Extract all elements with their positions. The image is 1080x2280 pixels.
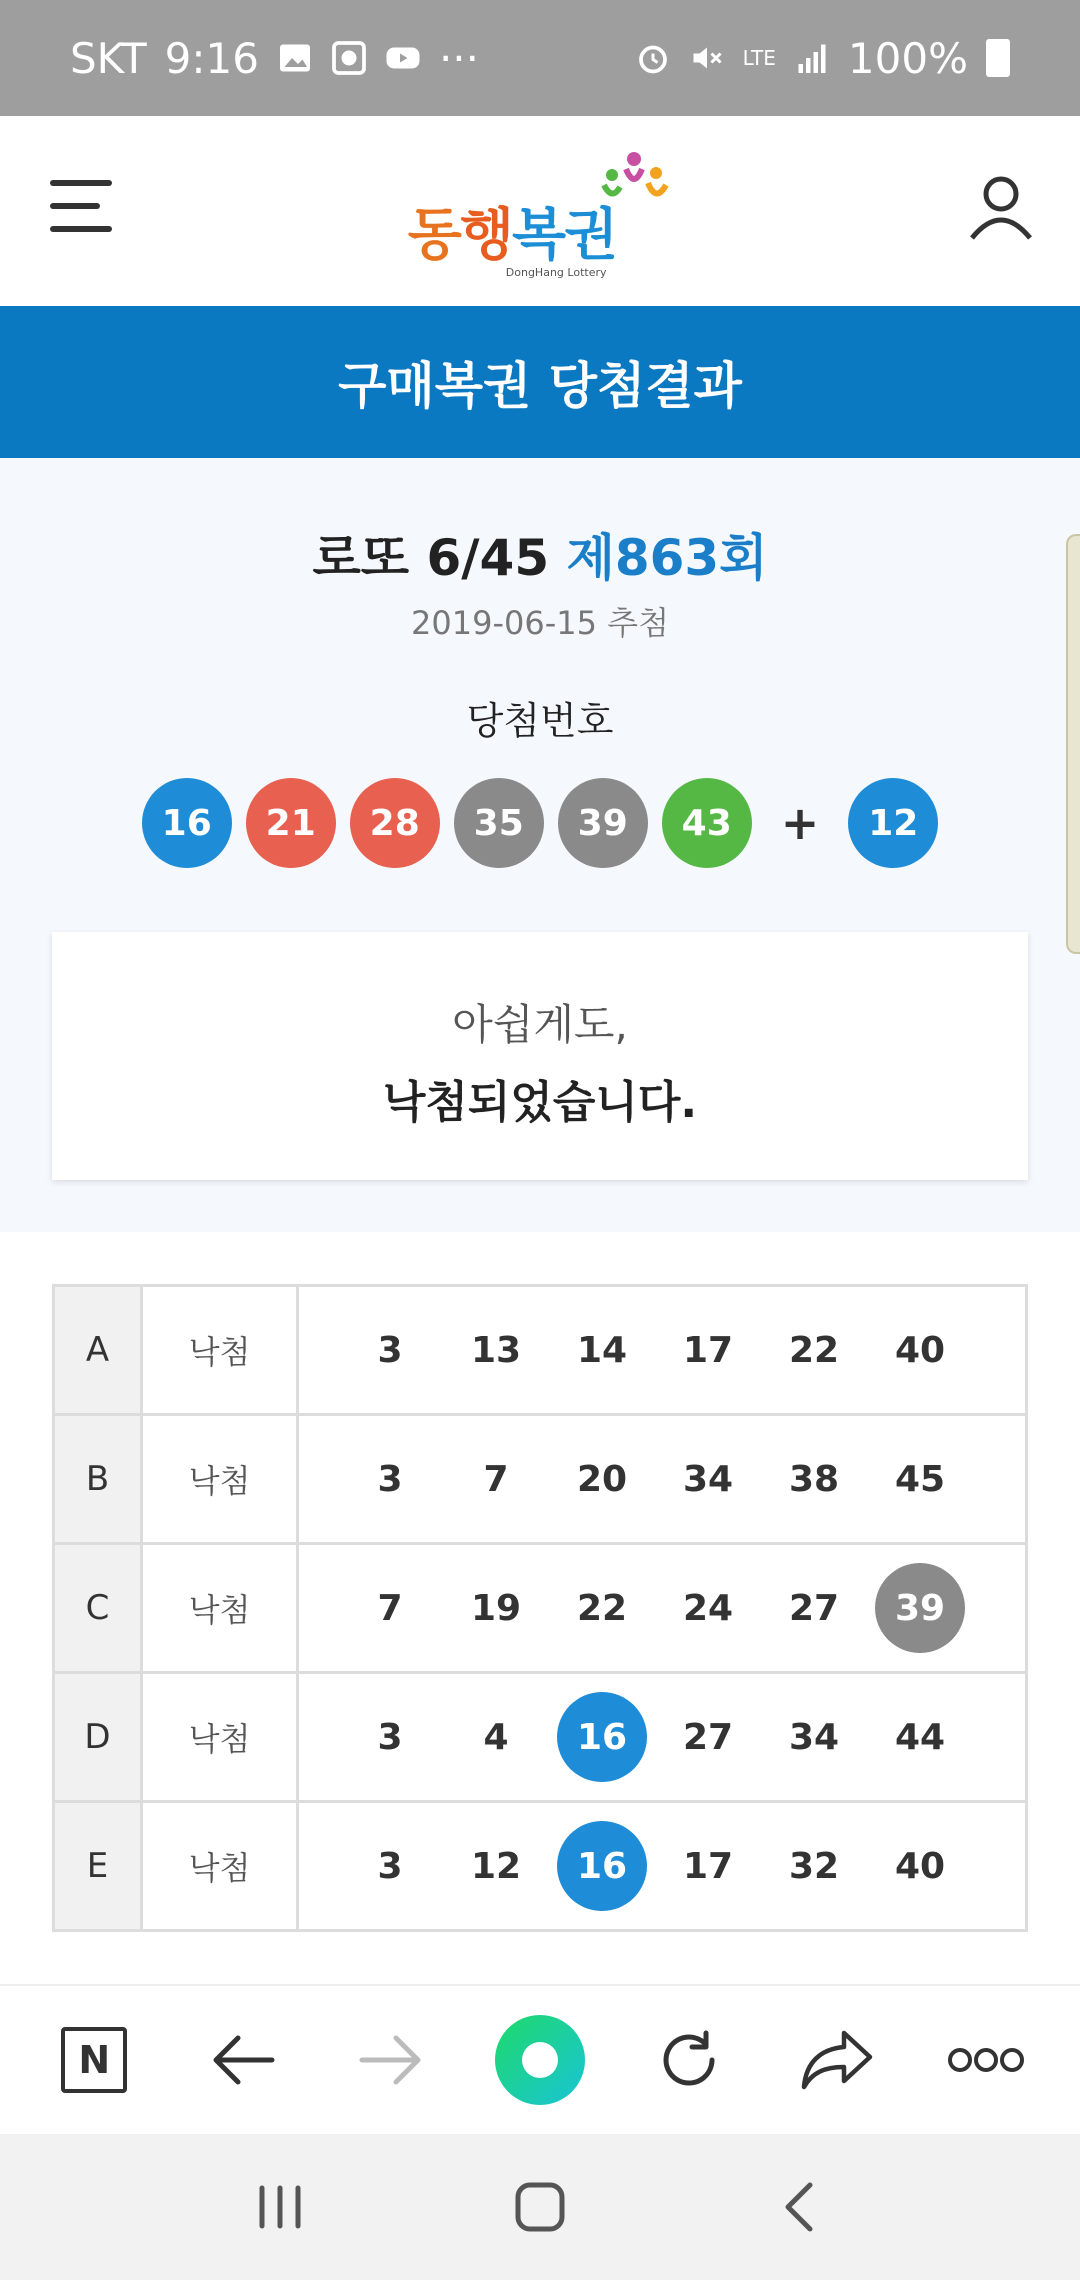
ticket-status: 낙첨 <box>142 1286 298 1415</box>
result-line1: 아쉽게도, <box>452 1000 628 1049</box>
game-title <box>0 518 1080 590</box>
ticket-letter: B <box>54 1415 142 1544</box>
clock: 9:16 <box>164 33 259 83</box>
ticket-number: 27 <box>788 1587 840 1629</box>
ticket-number: 45 <box>894 1458 946 1500</box>
matched-number <box>549 1692 655 1782</box>
green-dot-button[interactable] <box>490 2010 590 2110</box>
refresh-icon <box>654 2025 724 2095</box>
ticket-numbers <box>298 1286 1027 1415</box>
ticket-number: 27 <box>682 1716 734 1758</box>
ticket-number: 22 <box>788 1329 840 1371</box>
winning-numbers-label: 당첨번호 <box>466 699 614 743</box>
ticket-number: 24 <box>682 1587 734 1629</box>
page-title: 구매복권 당첨결과 <box>0 306 1080 458</box>
browser-toolbar <box>0 1984 1080 2134</box>
ticket-numbers <box>298 1802 1027 1931</box>
ticket-status: 낙첨 <box>142 1673 298 1802</box>
hamburger-menu-icon[interactable] <box>50 180 112 232</box>
ticket-number: 34 <box>788 1716 840 1758</box>
matched-number-ball: 16 <box>557 1821 647 1911</box>
network-type: LTE <box>742 46 776 70</box>
forward-button[interactable] <box>341 2010 441 2110</box>
home-icon[interactable] <box>510 2177 570 2237</box>
ticket-numbers <box>298 1673 1027 1802</box>
matched-number <box>549 1821 655 1911</box>
gallery-icon <box>277 40 313 76</box>
table-row <box>54 1802 1027 1931</box>
ticket-number: 32 <box>788 1845 840 1887</box>
ticket-number: 3 <box>377 1716 403 1758</box>
ticket-status: 낙첨 <box>142 1544 298 1673</box>
bonus-ball: 12 <box>848 778 938 868</box>
result-line2: 낙첨되었습니다. <box>382 1077 698 1128</box>
ticket-number: 19 <box>470 1587 522 1629</box>
table-row <box>54 1544 1027 1673</box>
table-row <box>54 1415 1027 1544</box>
back-button[interactable] <box>193 2010 293 2110</box>
ticket-letter: D <box>54 1673 142 1802</box>
naver-n-icon: N <box>61 2027 127 2093</box>
arrow-right-icon <box>356 2030 426 2090</box>
battery-icon <box>986 39 1010 77</box>
ticket-status: 낙첨 <box>142 1415 298 1544</box>
ticket-status: 낙첨 <box>142 1802 298 1931</box>
naver-home-button[interactable] <box>44 2010 144 2110</box>
ticket-letter: C <box>54 1544 142 1673</box>
table-row <box>54 1286 1027 1415</box>
winning-ball: 35 <box>454 778 544 868</box>
ticket-number: 22 <box>576 1587 628 1629</box>
winning-ball: 43 <box>662 778 752 868</box>
record-icon <box>331 40 367 76</box>
ticket-number: 14 <box>576 1329 628 1371</box>
ticket-number: 38 <box>788 1458 840 1500</box>
carrier: SKT <box>70 33 147 83</box>
ticket-number: 40 <box>894 1329 946 1371</box>
ticket-number: 40 <box>894 1845 946 1887</box>
ticket-number: 7 <box>483 1458 509 1500</box>
user-account-icon[interactable] <box>966 172 1036 242</box>
ticket-results-table <box>52 1284 1028 1932</box>
more-dots-icon <box>946 2045 1026 2075</box>
winning-ball: 16 <box>142 778 232 868</box>
signal-icon <box>794 40 830 76</box>
ticket-letter: E <box>54 1802 142 1931</box>
logo-figures-icon <box>596 151 672 231</box>
ticket-number: 7 <box>377 1587 403 1629</box>
green-dot-icon <box>495 2015 585 2105</box>
arrow-left-icon <box>208 2030 278 2090</box>
ticket-number: 13 <box>470 1329 522 1371</box>
ticket-number: 3 <box>377 1458 403 1500</box>
alarm-icon <box>635 40 671 76</box>
draw-result-section <box>0 458 1080 1232</box>
mute-icon <box>689 40 725 76</box>
ticket-number: 17 <box>682 1845 734 1887</box>
ticket-number: 4 <box>483 1716 509 1758</box>
system-back-icon[interactable] <box>770 2177 830 2237</box>
ticket-numbers <box>298 1544 1027 1673</box>
status-right <box>635 34 1010 83</box>
matched-number-ball: 39 <box>875 1563 965 1653</box>
ticket-number: 17 <box>682 1329 734 1371</box>
ticket-letter: A <box>54 1286 142 1415</box>
ticket-numbers <box>298 1415 1027 1544</box>
bonus-plus-sign: + <box>780 796 820 850</box>
share-arrow-icon <box>800 2027 874 2093</box>
winning-ball: 21 <box>246 778 336 868</box>
matched-number-ball: 16 <box>557 1692 647 1782</box>
ticket-number: 12 <box>470 1845 522 1887</box>
game-name: 로또 6/45 <box>312 529 550 587</box>
draw-date: 2019-06-15 추첨 <box>411 604 669 642</box>
ticket-number: 34 <box>682 1458 734 1500</box>
system-nav-bar <box>0 2134 1080 2280</box>
share-button[interactable] <box>787 2010 887 2110</box>
edge-panel-handle[interactable] <box>1066 534 1080 954</box>
logo-subtext: DongHang Lottery <box>505 266 607 279</box>
ticket-number: 44 <box>894 1716 946 1758</box>
status-left <box>70 34 479 83</box>
winning-ball: 39 <box>558 778 648 868</box>
draw-round: 제863회 <box>566 529 768 587</box>
winning-ball: 28 <box>350 778 440 868</box>
battery-percent: 100% <box>847 33 968 83</box>
donghang-logo[interactable] <box>407 151 672 279</box>
refresh-button[interactable] <box>639 2010 739 2110</box>
result-message-card <box>52 932 1028 1180</box>
youtube-icon <box>385 40 421 76</box>
ticket-number: 3 <box>377 1329 403 1371</box>
table-row <box>54 1673 1027 1802</box>
winning-numbers <box>0 778 1080 868</box>
ticket-number: 20 <box>576 1458 628 1500</box>
recent-apps-icon[interactable] <box>250 2182 310 2232</box>
more-options-button[interactable] <box>936 2010 1036 2110</box>
ticket-number: 3 <box>377 1845 403 1887</box>
app-header <box>0 116 1080 306</box>
logo-text: 동행복권 <box>407 203 617 268</box>
matched-number <box>867 1563 973 1653</box>
more-notifications-icon: ··· <box>438 33 479 83</box>
status-bar <box>0 0 1080 116</box>
